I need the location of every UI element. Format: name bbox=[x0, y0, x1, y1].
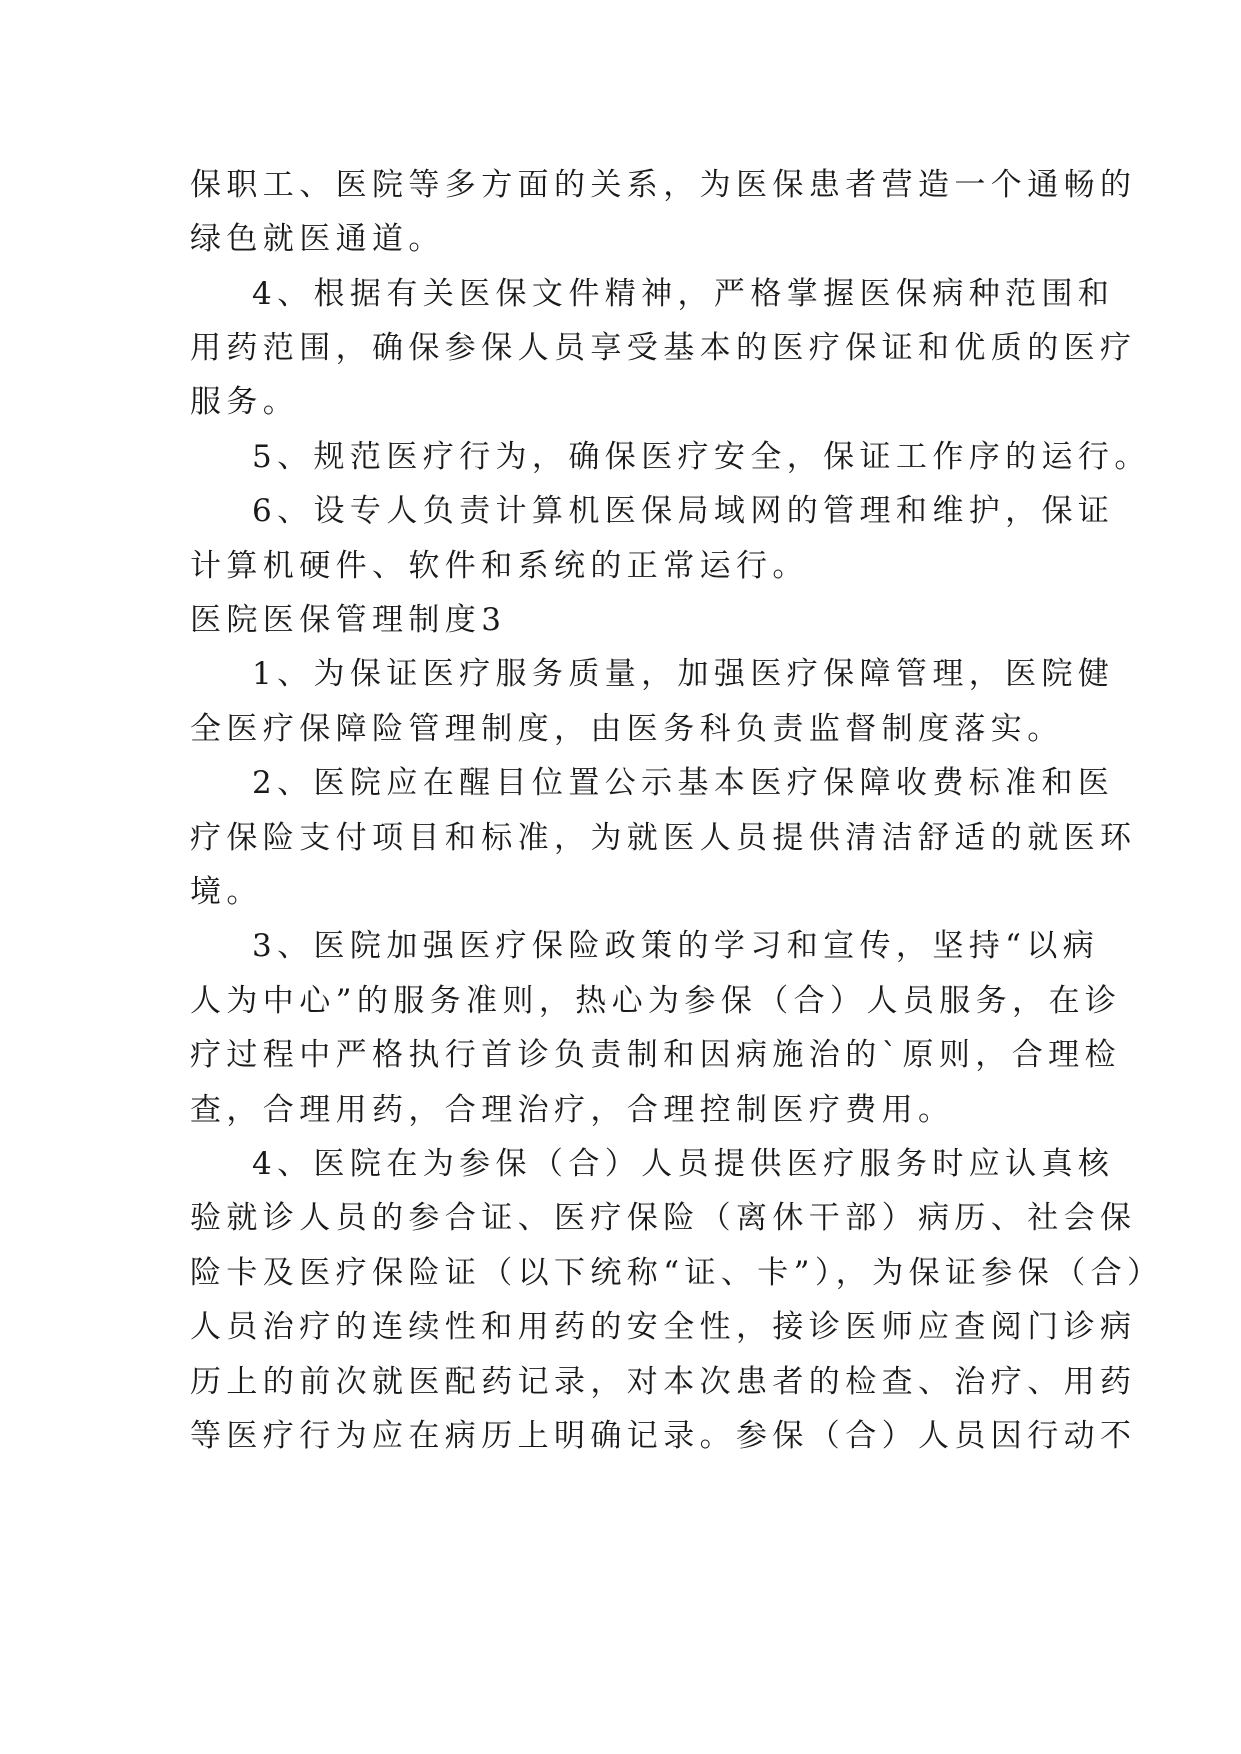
section-heading: 医院医保管理制度3 bbox=[190, 602, 507, 638]
paragraph-line: 疗过程中严格执行首诊负责制和因病施治的`原则，合理检 bbox=[190, 1037, 1121, 1073]
paragraph-line: 4、根据有关医保文件精神，严格掌握医保病种范围和 bbox=[252, 276, 1115, 312]
paragraph-line: 疗保险支付项目和标准，为就医人员提供清洁舒适的就医环 bbox=[190, 820, 1137, 856]
paragraph-line: 险卡及医疗保险证（以下统称“证、卡”），为保证参保（合） bbox=[190, 1255, 1164, 1291]
paragraph-line: 人员治疗的连续性和用药的安全性，接诊医师应查阅门诊病 bbox=[190, 1309, 1137, 1345]
paragraph-line: 2、医院应在醒目位置公示基本医疗保障收费标准和医 bbox=[252, 765, 1115, 801]
paragraph-line: 1、为保证医疗服务质量，加强医疗保障管理，医院健 bbox=[252, 656, 1115, 692]
paragraph-line: 保职工、医院等多方面的关系，为医保患者营造一个通畅的 bbox=[190, 167, 1137, 203]
paragraph-line: 4、医院在为参保（合）人员提供医疗服务时应认真核 bbox=[252, 1146, 1115, 1182]
paragraph-line: 验就诊人员的参合证、医疗保险（离休干部）病历、社会保 bbox=[190, 1200, 1137, 1236]
paragraph-line: 用药范围，确保参保人员享受基本的医疗保证和优质的医疗 bbox=[190, 330, 1137, 366]
paragraph-line: 服务。 bbox=[190, 384, 300, 420]
paragraph-line: 5、规范医疗行为，确保医疗安全，保证工作序的运行。 bbox=[252, 439, 1151, 475]
paragraph-line: 全医疗保障险管理制度，由医务科负责监督制度落实。 bbox=[190, 711, 1064, 747]
paragraph-line: 历上的前次就医配药记录，对本次患者的检查、治疗、用药 bbox=[190, 1364, 1137, 1400]
paragraph-line: 境。 bbox=[190, 874, 263, 910]
paragraph-line: 计算机硬件、软件和系统的正常运行。 bbox=[190, 548, 809, 584]
paragraph-line: 3、医院加强医疗保险政策的学习和宣传，坚持“以病 bbox=[252, 928, 1100, 964]
paragraph-line: 等医疗行为应在病历上明确记录。参保（合）人员因行动不 bbox=[190, 1418, 1137, 1454]
paragraph-line: 人为中心”的服务准则，热心为参保（合）人员服务，在诊 bbox=[190, 983, 1122, 1019]
paragraph-line: 绿色就医通道。 bbox=[190, 221, 445, 257]
paragraph-line: 查，合理用药，合理治疗，合理控制医疗费用。 bbox=[190, 1092, 955, 1128]
paragraph-line: 6、设专人负责计算机医保局域网的管理和维护，保证 bbox=[252, 493, 1115, 529]
